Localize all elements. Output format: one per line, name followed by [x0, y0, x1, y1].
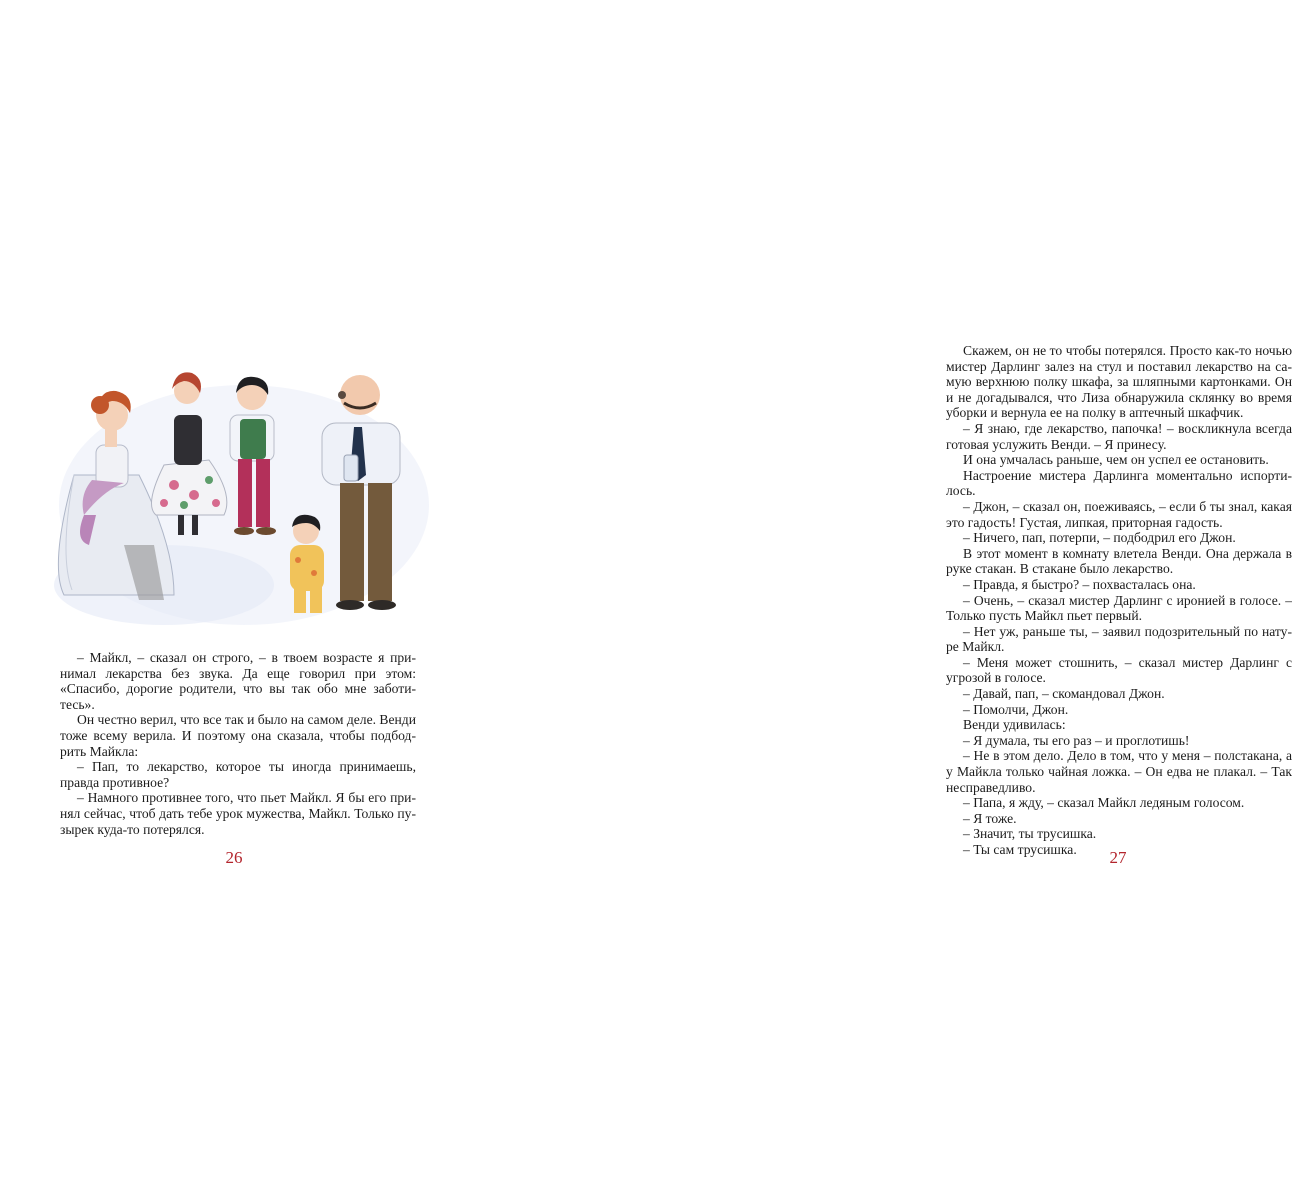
paragraph: – Не в этом дело. Дело в том, что у меня – полстакана, а у Майкла только чайная ложка. – Он едва не плакал. – Так несправедливо. [946, 748, 1292, 795]
page-number: 27 [1109, 848, 1127, 867]
paragraph: – Помолчи, Джон. [963, 701, 1069, 717]
right-page [450, 0, 1292, 1200]
paragraph: – Папа, я жду, – сказал Майкл ледяным голосом. [963, 795, 1245, 811]
paragraph: – Намного противнее того, что пьет Майкл. Я бы его принял сейчас, чтоб дать тебе урок мужества, Майкл. Только пузырек куда-то потерялся. [60, 790, 416, 837]
right-page-text [946, 343, 1292, 858]
paragraph: – Пап, то лекарство, которое ты иногда принимаешь, правда противное? [60, 759, 416, 790]
left-page [0, 0, 450, 1200]
paragraph: – Джон, – сказал он, поеживаясь, – если б ты знал, какая это гадость! Густая, липкая, приторная гадость. [946, 498, 1292, 530]
paragraph: – Правда, я быстро? – похвасталась она. [963, 576, 1196, 592]
paragraph: – Нет уж, раньше ты, – заявил подозрительный по натуре Майкл. [946, 623, 1292, 655]
paragraph: – Ничего, пап, потерпи, – подбодрил его Джон. [963, 530, 1236, 546]
paragraph: – Значит, ты трусишка. [963, 826, 1097, 842]
paragraph: В этот момент в комнату влетела Венди. Она держала в руке стакан. В стакане было лекарство. [946, 545, 1292, 577]
paragraph: – Я тоже. [963, 810, 1017, 826]
paragraph: – Очень, – сказал мистер Дарлинг с иронией в голосе. – Только пусть Майкл пьет первый. [946, 592, 1292, 624]
paragraph: И она умчалась раньше, чем он успел ее остановить. [963, 452, 1269, 468]
paragraph: Он честно верил, что все так и было на самом деле. Венди тоже всему верила. И поэтому она сказала, чтобы подбодрить Майкла: [60, 712, 416, 759]
paragraph: Венди удивилась: [963, 717, 1066, 733]
paragraph: – Я знаю, где лекарство, папочка! – воскликнула всегда готовая услужить Венди. – Я принесу. [946, 420, 1292, 452]
paragraph: Настроение мистера Дарлинга моментально испортилось. [946, 467, 1292, 499]
paragraph: – Меня может стошнить, – сказал мистер Дарлинг с угрозой в голосе. [946, 654, 1292, 686]
family-scene-illustration [44, 355, 428, 625]
page-number: 26 [225, 848, 243, 867]
left-page-text [60, 650, 416, 837]
paragraph: Скажем, он не то чтобы потерялся. Просто как-то ночью мистер Дарлинг залез на стул и поставил лекарство на самую верхнюю полку шкафа, за шляпными картонками. Он и не догадывался, что Лиза обнаружила склянку во время уборки и вернула ее на полку в аптечный шкафчик. [946, 343, 1292, 421]
paragraph: – Давай, пап, – скомандовал Джон. [963, 686, 1165, 702]
paragraph: – Ты сам трусишка. [963, 842, 1077, 857]
paragraph: – Майкл, – сказал он строго, – в твоем возрасте я принимал лекарства без звука. Да еще говорил при этом: «Спасибо, дорогие родители, что вы так обо мне заботитесь». [60, 650, 416, 712]
paragraph: – Я думала, ты его раз – и проглотишь! [963, 732, 1190, 748]
